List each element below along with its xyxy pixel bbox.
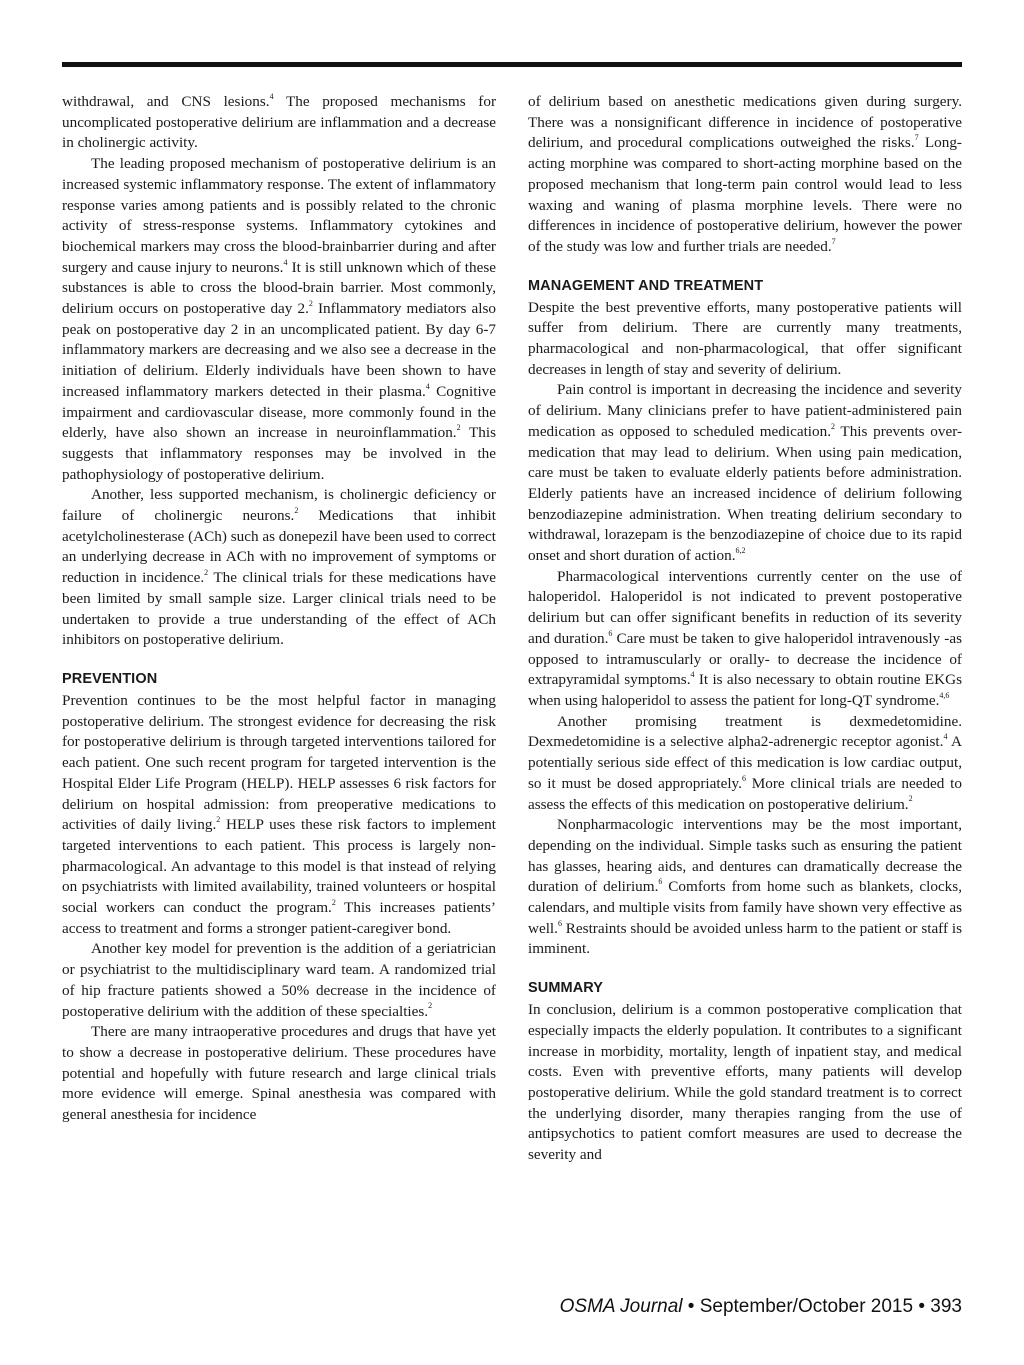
paragraph-haloperidol: Pharmacological interventions currently center on the use of haloperidol. Haloperidol is not indicated to prevent postoperative delirium but can offer significant benefits in reduction of its severity and duration.$^6$ Care must be taken to give haloperidol intravenously -as opposed to intramuscularly or orally- to decrease the incidence of extrapyramidal symptoms.$^4$ It is also necessary to obtain routine EKGs when using haloperidol to assess the patient for long-QT syndrome.$^{4,6}$ (528, 567, 963, 709)
paragraph-dexmedetomidine: Another promising treatment is dexmedetomidine. Dexmedetomidine is a selective alpha2-adrenergic receptor agonist.$^4$ A potentially serious side effect of this medication is low cardiac output, so it must be dosed appropriately.$^6$ More clinical trials are needed to assess the effects of this medication on postoperative delirium.$^2$ (528, 712, 962, 813)
paragraph-management-intro: Despite the best preventive efforts, many postoperative patients will suffer from delirium. There are currently many treatments, pharmacological and non-pharmacological, that offer significant decreases in length of stay and severity of delirium. (528, 298, 962, 378)
footer-separator: • (682, 1296, 700, 1317)
paragraph-cholinergic-mechanism: Another, less supported mechanism, is cholinergic deficiency or failure of cholinergic neurons.$^2$ Medications that inhibit acetylcholinesterase (ACh) such as donepezil have been used to correct an underlying decrease in ACh with no improvement of symptoms or reduction in incidence.$^2$ The clinical trials for these medications have been limited by small sample size. Larger clinical trials need to be undertaken to provide a true understanding of the effect of ACh inhibitors on postoperative delirium. (62, 486, 497, 649)
paragraph-mechanisms-intro: withdrawal, and CNS lesions.$^4$ The proposed mechanisms for uncomplicated postoperative delirium are inflammation and a decrease in cholinergic activity. (62, 91, 496, 152)
top-rule (62, 62, 962, 67)
heading-prevention: PREVENTION (62, 670, 158, 687)
paragraph-pain-control: Pain control is important in decreasing the incidence and severity of delirium. Many clinicians prefer to have patient-administered pain medication as opposed to scheduled medication.$^2$ This prevents over-medication that may lead to delirium. When using pain medication, care must be taken to evaluate elderly patients before administration. Elderly patients have an increased incidence of delirium following benzodiazepine administration. When treating delirium secondary to withdrawal, lorazepam is the benzodiazepine of choice due to its rapid onset and short duration of action.$^{6,2}$ (528, 381, 963, 565)
right-column (528, 92, 962, 1166)
paragraph-inflammatory-mechanism: The leading proposed mechanism of postoperative delirium is an increased systemic inflammatory response. The extent of inflammatory response varies among patients and is possibly related to the chronic activity of stress-response systems. Inflammatory cytokines and biochemical markers may cross the blood-brainbarrier during and after surgery and cause injury to neurons.$^4$ It is still unknown which of these substances is able to cross the blood-brain barrier. Most commonly, delirium occurs on postoperative day 2.$^2$ Inflammatory mediators also peak on postoperative day 2 in an uncomplicated patient. By day 6-7 inflammatory markers are decreasing and we also see a decrease in the initiation of delirium. Elderly individuals have been shown to have increased inflammatory markers detected in their plasma.$^4$ Cognitive impairment and cardiovascular disease, more commonly found in the elderly, have also shown an increase in neuroinflammation.$^2$ This suggests that inflammatory responses may be involved in the pathophysiology of postoperative delirium. (62, 155, 497, 483)
paragraph-summary: In conclusion, delirium is a common postoperative complication that especially impacts the elderly population. It contributes to a significant increase in morbidity, mortality, length of inpatient stay, and medical costs. Even with preventive efforts, many patients will develop postoperative delirium. While the gold standard treatment is to correct the underlying disorder, many therapies ranging from the use of antipsychotics to patient comfort measures are used to decrease the severity and (528, 1001, 962, 1164)
paragraph-prevention-help: Prevention continues to be the most helpful factor in managing postoperative delirium. The strongest evidence for decreasing the risk for postoperative delirium is through targeted interventions tailored for each patient. One such recent program for targeted intervention is the Hospital Elder Life Program (HELP). HELP assesses 6 risk factors for delirium on hospital admission: from preoperative medications to activities of daily living.$^2$ HELP uses these risk factors to implement targeted interventions to each patient. This process is largely non-pharmacological. An advantage to this model is that instead of relying on psychiatrists with limited availability, trained volunteers or hospital social workers can conduct the program.$^2$ This increases patients’ access to treatment and forms a stronger patient-caregiver bond. (62, 691, 496, 937)
footer-separator: • (913, 1296, 931, 1317)
footer-journal-name: OSMA Journal (559, 1296, 683, 1317)
heading-summary: SUMMARY (528, 980, 604, 997)
heading-management-treatment: MANAGEMENT AND TREATMENT (528, 277, 764, 294)
footer-page-number: 393 (930, 1296, 962, 1317)
page-footer (560, 1296, 962, 1318)
paragraph-geriatrician-model: Another key model for prevention is the addition of a geriatrician or psychiatrist to the multidisciplinary ward team. A randomized trial of hip fracture patients showed a 50% decrease in the incidence of postoperative delirium with the addition of these specialties.$^2$ (62, 940, 496, 1020)
paragraph-nonpharmacologic: Nonpharmacologic interventions may be the most important, depending on the individual. Simple tasks such as ensuring the patient has glasses, hearing aids, and dentures can dramatically decrease the duration of delirium.$^6$ Comforts from home such as blankets, clocks, calendars, and multiple visits from family have shown very effective as well.$^6$ Restraints should be avoided unless harm to the patient or staff is imminent. (528, 816, 962, 958)
left-column (62, 92, 496, 1126)
footer-issue: September/October 2015 (699, 1296, 914, 1317)
paragraph-intraoperative: There are many intraoperative procedures and drugs that have yet to show a decrease in postoperative delirium. These procedures have potential and hopefully with future research and large clinical trials more evidence will emerge. Spinal anesthesia was compared with general anesthesia for incidence (62, 1023, 496, 1124)
paragraph-anesthesia-continued: of delirium based on anesthetic medications given during surgery. There was a nonsignificant difference in incidence of postoperative delirium, and procedural complications outweighed the risks.$^7$ Long-acting morphine was compared to short-acting morphine based on the proposed mechanism that long-term pain control would lead to less waxing and waning of plasma morphine levels. There were no differences in incidence of postoperative delirium, however the power of the study was low and further trials are needed.$^7$ (528, 93, 962, 255)
